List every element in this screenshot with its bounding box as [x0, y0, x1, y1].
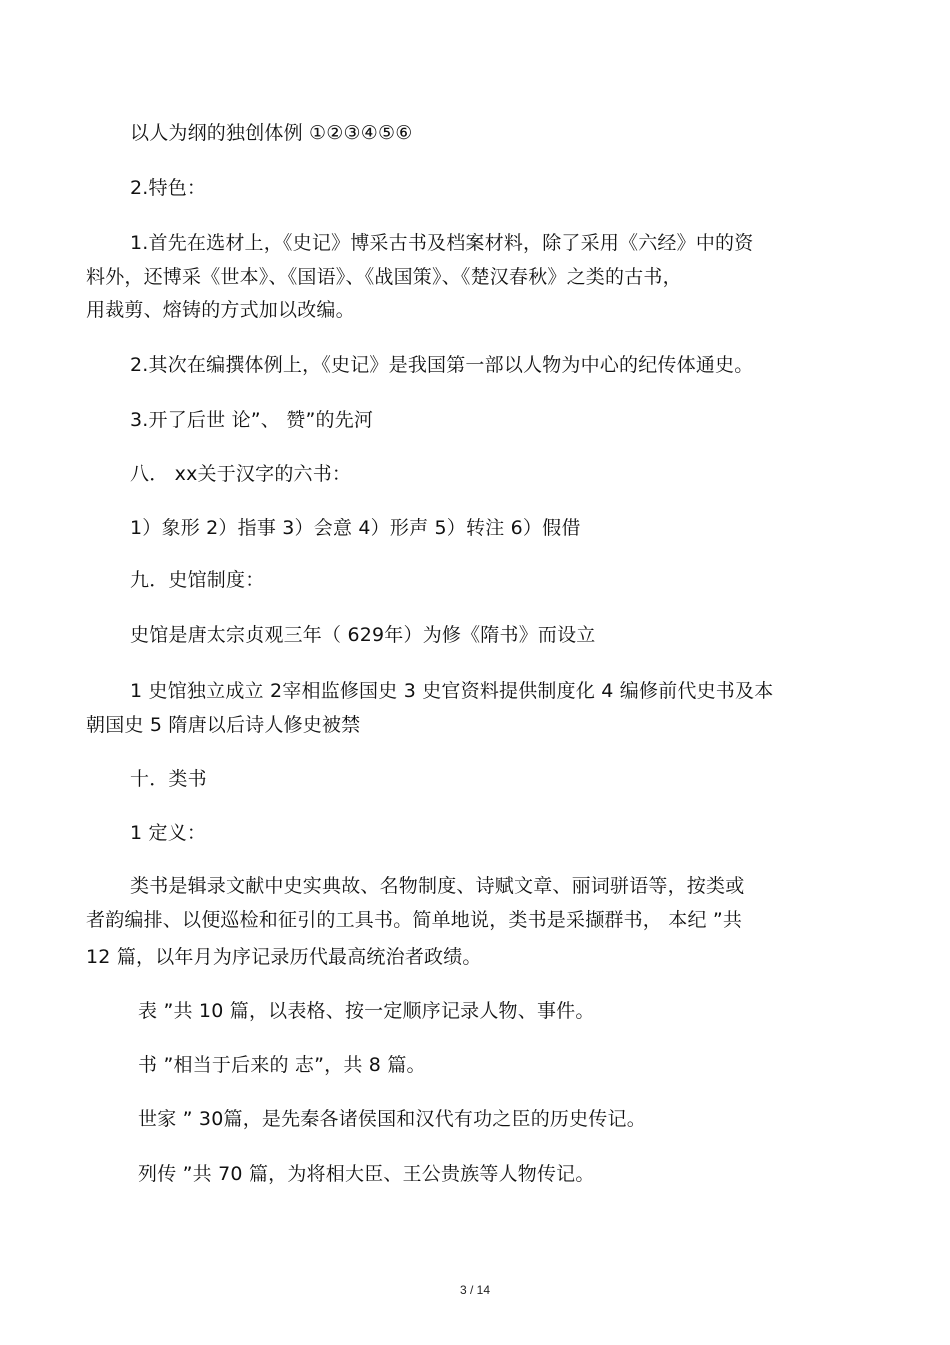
section-heading: 2.特色： — [130, 177, 207, 199]
text-line: 2.其次在编撰体例上，《史记》是我国第一部以人物为中心的纪传体通史。 — [130, 354, 754, 376]
section-heading: 八． xx关于汉字的六书： — [130, 463, 352, 485]
text-line: 料外，还博采《世本》、《国语》、《战国策》、《楚汉春秋》之类的古书， — [86, 266, 682, 288]
text-line: 表 ”共 10 篇，以表格、按一定顺序记录人物、事件。 — [138, 1000, 595, 1022]
text-line: 朝国史 5 隋唐以后诗人修史被禁 — [86, 714, 361, 736]
text-line: 1）象形 2）指事 3）会意 4）形声 5）转注 6）假借 — [130, 517, 581, 539]
text-line: 类书是辑录文献中史实典故、名物制度、诗赋文章、丽词骈语等，按类或 — [130, 875, 745, 897]
section-heading: 九．史馆制度： — [130, 569, 265, 591]
page-number: 3 / 14 — [459, 1283, 491, 1297]
text-line: 1 史馆独立成立 2宰相监修国史 3 史官资料提供制度化 4 编修前代史书及本 — [130, 680, 774, 702]
text-line: 12 篇，以年月为序记录历代最高统治者政绩。 — [86, 946, 482, 968]
text-line: 史馆是唐太宗贞观三年（ 629年）为修《隋书》而设立 — [130, 624, 596, 646]
text-line: 以人为纲的独创体例 ①②③④⑤⑥ — [130, 122, 413, 144]
text-line: 列传 ”共 70 篇，为将相大臣、王公贵族等人物传记。 — [138, 1163, 595, 1185]
text-line: 世家 ” 30篇，是先秦各诸侯国和汉代有功之臣的历史传记。 — [138, 1108, 646, 1130]
text-line: 者韵编排、以便巡检和征引的工具书。简单地说，类书是采撷群书， 本纪 ”共 — [86, 909, 743, 931]
text-line: 1.首先在选材上，《史记》博采古书及档案材料，除了采用《六经》中的资 — [130, 232, 754, 254]
section-heading: 十．类书 — [130, 768, 207, 790]
text-line: 用裁剪、熔铸的方式加以改编。 — [86, 299, 355, 321]
text-line: 书 ”相当于后来的 志”，共 8 篇。 — [138, 1054, 426, 1076]
section-heading: 1 定义： — [130, 822, 207, 844]
text-line: 3.开了后世 论”、 赞”的先河 — [130, 409, 374, 431]
